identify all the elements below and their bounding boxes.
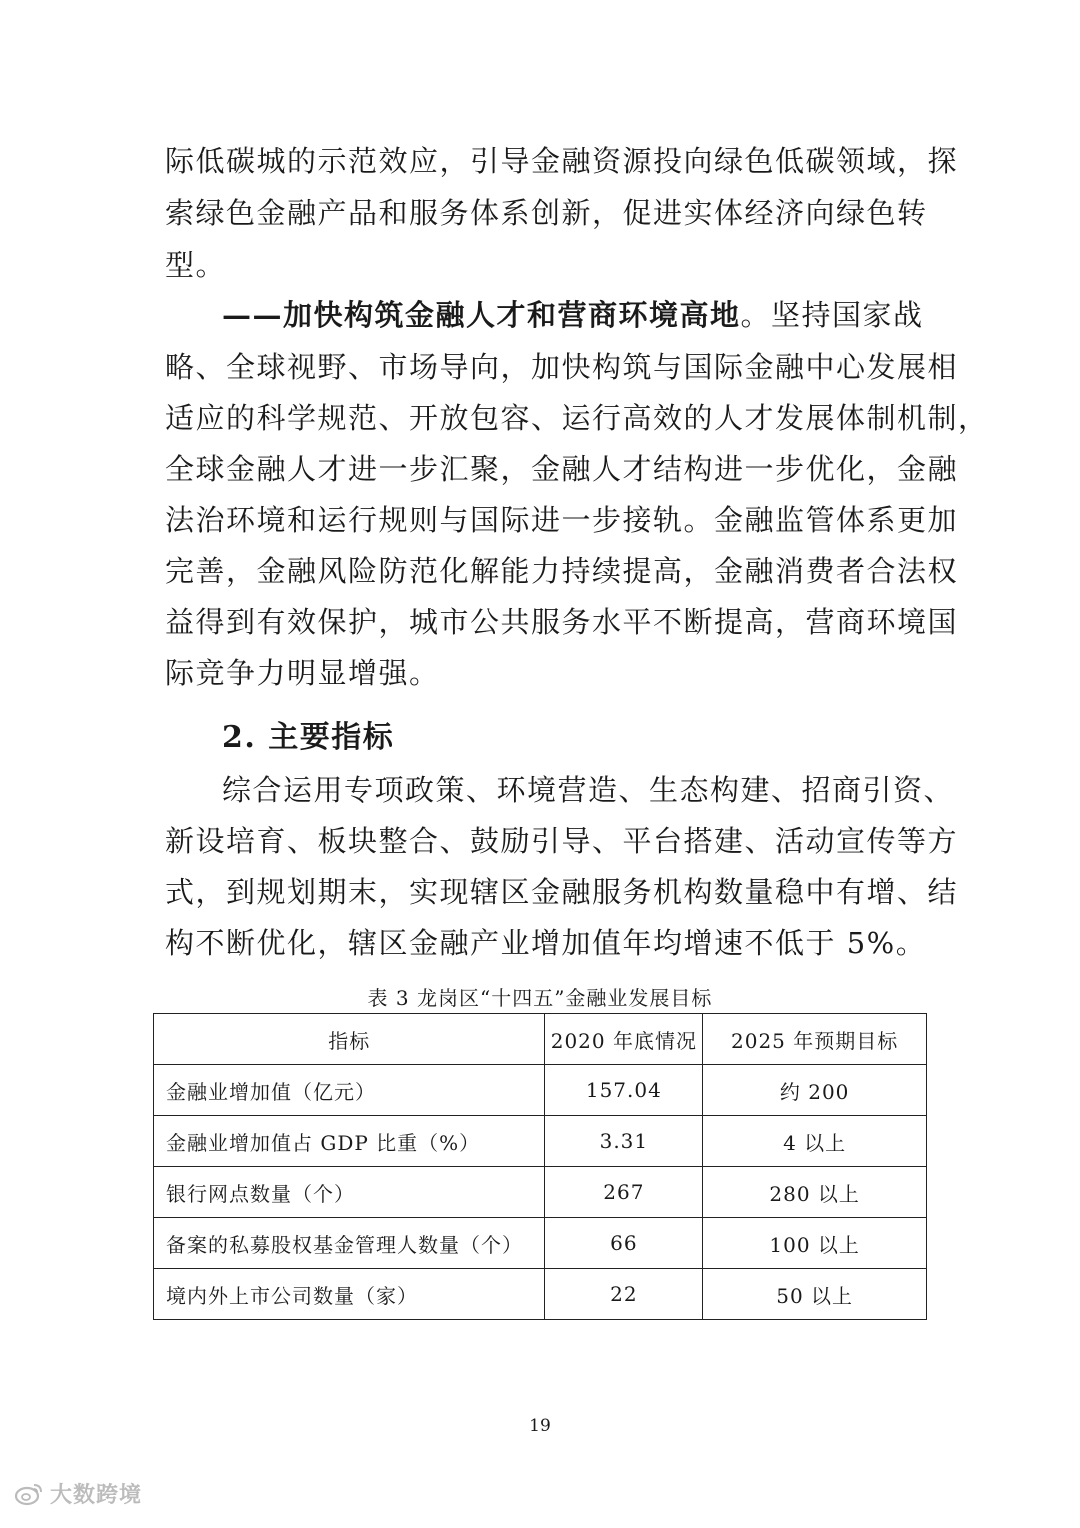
paragraph-line: 综合运用专项政策、环境营造、生态构建、招商引资、: [222, 773, 955, 807]
value-2020-cell: 22: [545, 1269, 703, 1320]
indicator-cell: 备案的私募股权基金管理人数量（个）: [154, 1218, 545, 1269]
paragraph-line: 型。: [165, 248, 227, 282]
section-heading: 2. 主要指标: [222, 720, 395, 755]
targets-table: [153, 1013, 927, 1320]
indicator-cell: 境内外上市公司数量（家）: [154, 1269, 545, 1320]
value-2020-cell: 157.04: [545, 1065, 703, 1116]
paragraph-line: 构不断优化，辖区金融产业增加值年均增速不低于 5%。: [165, 926, 927, 960]
paragraph-lead-line: [222, 298, 922, 332]
paragraph-line: 新设培育、板块整合、鼓励引导、平台搭建、活动宣传等方: [165, 824, 959, 858]
table-row: [154, 1065, 927, 1116]
table-row: [154, 1218, 927, 1269]
indicator-cell: 金融业增加值（亿元）: [154, 1065, 545, 1116]
paragraph-line: 完善，金融风险防范化解能力持续提高，金融消费者合法权: [165, 554, 959, 588]
value-2025-cell: 4 以上: [703, 1116, 927, 1167]
indicator-cell: 银行网点数量（个）: [154, 1167, 545, 1218]
paragraph-line: 益得到有效保护，城市公共服务水平不断提高，营商环境国: [165, 605, 959, 639]
table-row: [154, 1269, 927, 1320]
paragraph-line: 式，到规划期末，实现辖区金融服务机构数量稳中有增、结: [165, 875, 959, 909]
value-2025-cell: 50 以上: [703, 1269, 927, 1320]
paragraph-line: 略、全球视野、市场导向，加快构筑与国际金融中心发展相: [165, 350, 959, 384]
value-2020-cell: 66: [545, 1218, 703, 1269]
watermark: [14, 1478, 142, 1509]
value-2025-cell: 约 200: [703, 1065, 927, 1116]
paragraph-line: 法治环境和运行规则与国际进一步接轨。金融监管体系更加: [165, 503, 959, 537]
paragraph-line: 际低碳城的示范效应，引导金融资源投向绿色低碳领域，探: [165, 144, 959, 178]
paragraph-lead-rest: 。坚持国家战: [740, 298, 924, 332]
value-2020-cell: 267: [545, 1167, 703, 1218]
paragraph-line: 适应的科学规范、开放包容、运行高效的人才发展体制机制，: [165, 401, 989, 435]
weibo-logo-icon: [14, 1481, 44, 1507]
column-header-indicator: 指标: [154, 1014, 545, 1065]
value-2025-cell: 280 以上: [703, 1167, 927, 1218]
table-row: [154, 1167, 927, 1218]
watermark-text: 大数跨境: [50, 1483, 143, 1508]
paragraph-line: 索绿色金融产品和服务体系创新，促进实体经济向绿色转: [165, 196, 928, 230]
indicator-cell: 金融业增加值占 GDP 比重（%）: [154, 1116, 545, 1167]
paragraph-lead-bold: ——加快构筑金融人才和营商环境高地: [222, 298, 741, 332]
table-header-row: [154, 1014, 927, 1065]
value-2020-cell: 3.31: [545, 1116, 703, 1167]
table-caption: 表 3 龙岗区“十四五”金融业发展目标: [367, 986, 713, 1010]
table-row: [154, 1116, 927, 1167]
paragraph-line: 际竞争力明显增强。: [165, 656, 440, 690]
paragraph-line: 全球金融人才进一步汇聚，金融人才结构进一步优化，金融: [165, 452, 959, 486]
column-header-2020: 2020 年底情况: [545, 1014, 703, 1065]
value-2025-cell: 100 以上: [703, 1218, 927, 1269]
page-number: 19: [529, 1416, 551, 1436]
column-header-2025: 2025 年预期目标: [703, 1014, 927, 1065]
